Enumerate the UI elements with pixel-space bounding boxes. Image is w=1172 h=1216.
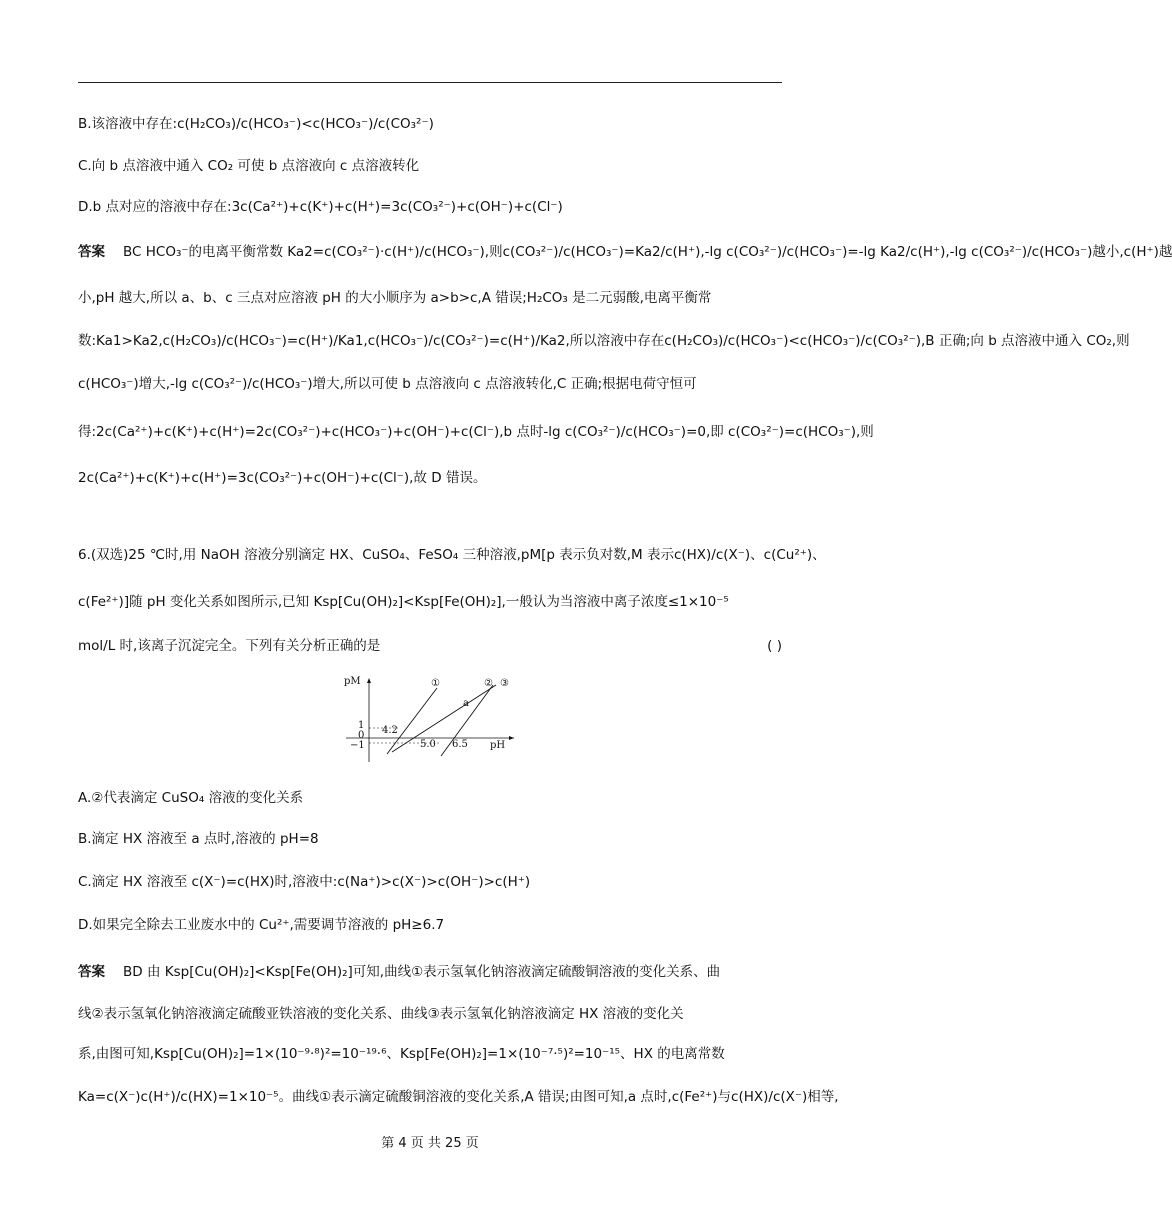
option-c: C.滴定 HX 溶液至 c(X⁻)=c(HX)时,溶液中:c(Na⁺)>c(X⁻)>c(OH⁻)>c(H⁺) (78, 874, 531, 890)
pm-ph-figure (342, 676, 518, 764)
question6-line3 (78, 636, 782, 656)
mark-6-5: 6.5 (452, 739, 468, 750)
curve-3-label: ③ (500, 678, 509, 689)
mark-4-2: 4.2 (382, 725, 398, 736)
answer5-line2: 小,pH 越大,所以 a、b、c 三点对应溶液 pH 的大小顺序为 a>b>c,A 错误;H₂CO₃ 是二元弱酸,电离平衡常 (78, 290, 712, 306)
header-rule (78, 82, 782, 83)
answer5-line6: 2c(Ca²⁺)+c(K⁺)+c(H⁺)=3c(CO₃²⁻)+c(OH⁻)+c(Cl⁻),故 D 错误。 (78, 470, 487, 486)
curve-1-label: ① (431, 678, 440, 689)
answer6-line2: 线②表示氢氧化钠溶液滴定硫酸亚铁溶液的变化关系、曲线③表示氢氧化钠溶液滴定 HX 溶液的变化关 (78, 1006, 684, 1022)
y-axis-arrow (367, 678, 371, 683)
y-tick-neg1: −1 (350, 740, 365, 751)
answer-label: 答案 (78, 244, 105, 260)
curve-3 (392, 685, 496, 752)
answer-blank: ( ) (767, 638, 782, 654)
answer-label: 答案 (78, 964, 105, 980)
x-axis-label: pH (490, 740, 506, 751)
option-d: D.如果完全除去工业废水中的 Cu²⁺,需要调节溶液的 pH≥6.7 (78, 917, 445, 933)
page-footer: 第 4 页 共 25 页 (381, 1136, 479, 1151)
y-tick-0: 0 (358, 730, 365, 741)
option-b: B.滴定 HX 溶液至 a 点时,溶液的 pH=8 (78, 831, 319, 847)
option-c-prev: C.向 b 点溶液中通入 CO₂ 可使 b 点溶液向 c 点溶液转化 (78, 158, 420, 174)
option-d-prev: D.b 点对应的溶液中存在:3c(Ca²⁺)+c(K⁺)+c(H⁺)=3c(CO₃²⁻)+c(OH⁻)+c(Cl⁻) (78, 199, 563, 215)
answer5-line5: 得:2c(Ca²⁺)+c(K⁺)+c(H⁺)=2c(CO₃²⁻)+c(HCO₃⁻)+c(OH⁻)+c(Cl⁻),b 点时-lg c(CO₃²⁻)/c(HCO₃⁻)=0,即 c(CO₃²⁻)=c(HCO₃⁻),则 (78, 424, 874, 440)
question6-text3: mol/L 时,该离子沉淀完全。下列有关分析正确的是 (78, 638, 381, 654)
x-axis-arrow (509, 736, 514, 740)
answer5-line1 (78, 242, 1172, 262)
y-tick-1: 1 (358, 720, 365, 731)
curve-2-label: ② (484, 678, 493, 689)
answer6-line4: Ka=c(X⁻)c(H⁺)/c(HX)=1×10⁻⁵。曲线①表示滴定硫酸铜溶液的变化关系,A 错误;由图可知,a 点时,c(Fe²⁺)与c(HX)/c(X⁻)相等, (78, 1089, 839, 1105)
option-b-prev: B.该溶液中存在:c(H₂CO₃)/c(HCO₃⁻)<c(HCO₃⁻)/c(CO₃²⁻) (78, 116, 434, 132)
answer5-text1: BC HCO₃⁻的电离平衡常数 Ka2=c(CO₃²⁻)·c(H⁺)/c(HCO₃⁻),则c(CO₃²⁻)/c(HCO₃⁻)=Ka2/c(H⁺),-lg c(CO₃²⁻)/c(HCO₃⁻)=-lg Ka2/c(H⁺),-lg c(CO₃²⁻)/c(HCO₃⁻)越小,c(H⁺)越 (123, 244, 1172, 260)
y-axis-label: pM (344, 676, 361, 687)
mark-5-0: 5.0 (420, 739, 436, 750)
answer6-line1 (78, 962, 782, 982)
answer6-line3: 系,由图可知,Ksp[Cu(OH)₂]=1×(10⁻⁹·⁸)²=10⁻¹⁹·⁶、Ksp[Fe(OH)₂]=1×(10⁻⁷·⁵)²=10⁻¹⁵、HX 的电离常数 (78, 1046, 725, 1062)
question6-line2: c(Fe²⁺)]随 pH 变化关系如图所示,已知 Ksp[Cu(OH)₂]<Ksp[Fe(OH)₂],一般认为当溶液中离子浓度≤1×10⁻⁵ (78, 594, 729, 610)
option-a: A.②代表滴定 CuSO₄ 溶液的变化关系 (78, 790, 304, 806)
answer5-line4: c(HCO₃⁻)增大,-lg c(CO₃²⁻)/c(HCO₃⁻)增大,所以可使 b 点溶液向 c 点溶液转化,C 正确;根据电荷守恒可 (78, 376, 697, 392)
point-a-label: a (463, 698, 469, 709)
answer6-text1: BD 由 Ksp[Cu(OH)₂]<Ksp[Fe(OH)₂]可知,曲线①表示氢氧化钠溶液滴定硫酸铜溶液的变化关系、曲 (123, 964, 721, 980)
question6-line1: 6.(双选)25 ℃时,用 NaOH 溶液分别滴定 HX、CuSO₄、FeSO₄ 三种溶液,pM[p 表示负对数,M 表示c(HX)/c(X⁻)、c(Cu²⁺)、 (78, 547, 826, 563)
answer5-line3: 数:Ka1>Ka2,c(H₂CO₃)/c(HCO₃⁻)=c(H⁺)/Ka1,c(HCO₃⁻)/c(CO₃²⁻)=c(H⁺)/Ka2,所以溶液中存在c(H₂CO₃)/c(HCO₃⁻)<c(HCO₃⁻)/c(CO₃²⁻),B 正确;向 b 点溶液中通入 CO₂,则 (78, 333, 1130, 349)
